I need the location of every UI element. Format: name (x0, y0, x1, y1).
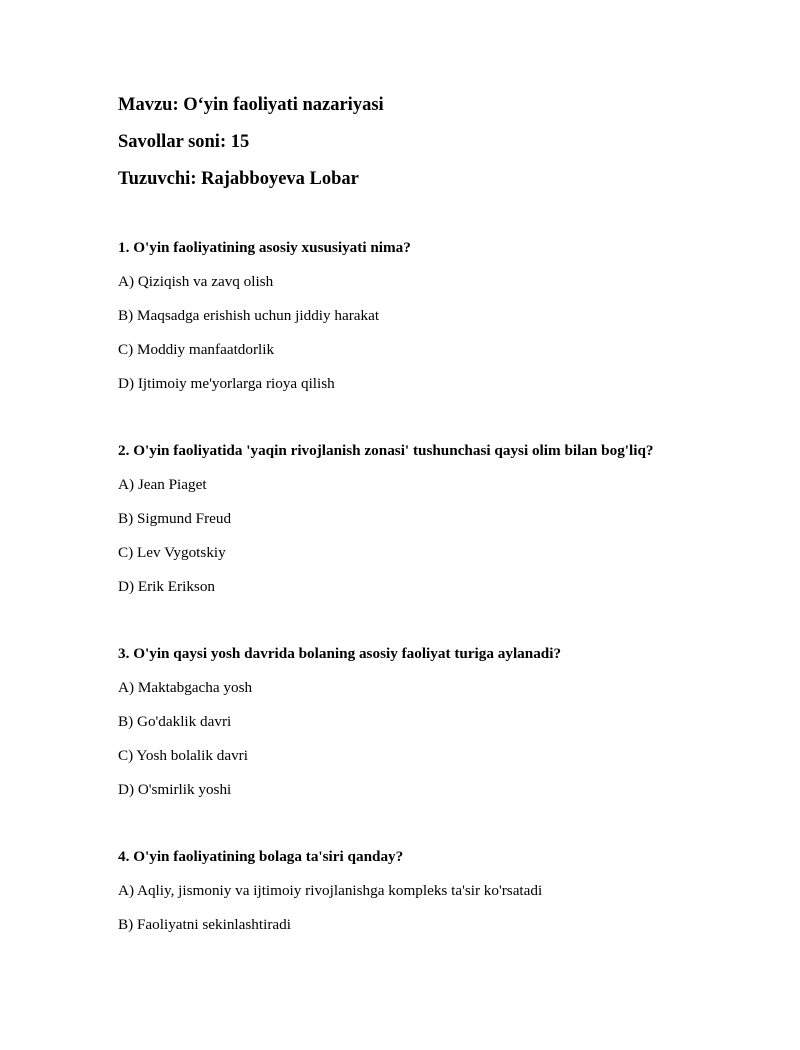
answer-option-d: D) O'smirlik yoshi (118, 781, 232, 798)
question-text: 2. O'yin faoliyatida 'yaqin rivojlanish zonasi' tushunchasi qaysi olim bilan bog'liq? (118, 442, 654, 459)
answer-option-c: C) Lev Vygotskiy (118, 544, 226, 561)
question-text: 3. O'yin qaysi yosh davrida bolaning asosiy faoliyat turiga aylanadi? (118, 645, 562, 662)
answer-option-d: D) Erik Erikson (118, 578, 216, 595)
question-3 (118, 644, 778, 847)
answer-option-a: A) Qiziqish va zavq olish (118, 273, 274, 290)
topic-title: Mavzu: O‘yin faoliyati nazariyasi (118, 95, 384, 115)
question-text: 4. O'yin faoliyatining bolaga ta'siri qanday? (118, 848, 404, 865)
question-4 (118, 847, 778, 1050)
answer-option-a: A) Jean Piaget (118, 476, 207, 493)
answer-option-b: B) Sigmund Freud (118, 510, 232, 527)
question-list (118, 238, 778, 1050)
answer-option-b: B) Faoliyatni sekinlashtiradi (118, 916, 291, 933)
question-1 (118, 238, 778, 441)
answer-option-b: B) Go'daklik davri (118, 713, 232, 730)
answer-option-a: A) Maktabgacha yosh (118, 679, 253, 696)
answer-option-a: A) Aqliy, jismoniy va ijtimoiy rivojlanishga kompleks ta'sir ko'rsatadi (118, 882, 543, 899)
answer-option-d: D) Ijtimoiy me'yorlarga rioya qilish (118, 375, 335, 392)
author-name: Tuzuvchi: Rajabboyeva Lobar (118, 169, 359, 189)
document-header (118, 94, 758, 205)
question-count: Savollar soni: 15 (118, 132, 250, 152)
answer-option-b: B) Maqsadga erishish uchun jiddiy harakat (118, 307, 380, 324)
question-text: 1. O'yin faoliyatining asosiy xususiyati nima? (118, 239, 411, 256)
answer-option-c: C) Yosh bolalik davri (118, 747, 248, 764)
answer-option-c: C) Moddiy manfaatdorlik (118, 341, 275, 358)
question-2 (118, 441, 778, 644)
